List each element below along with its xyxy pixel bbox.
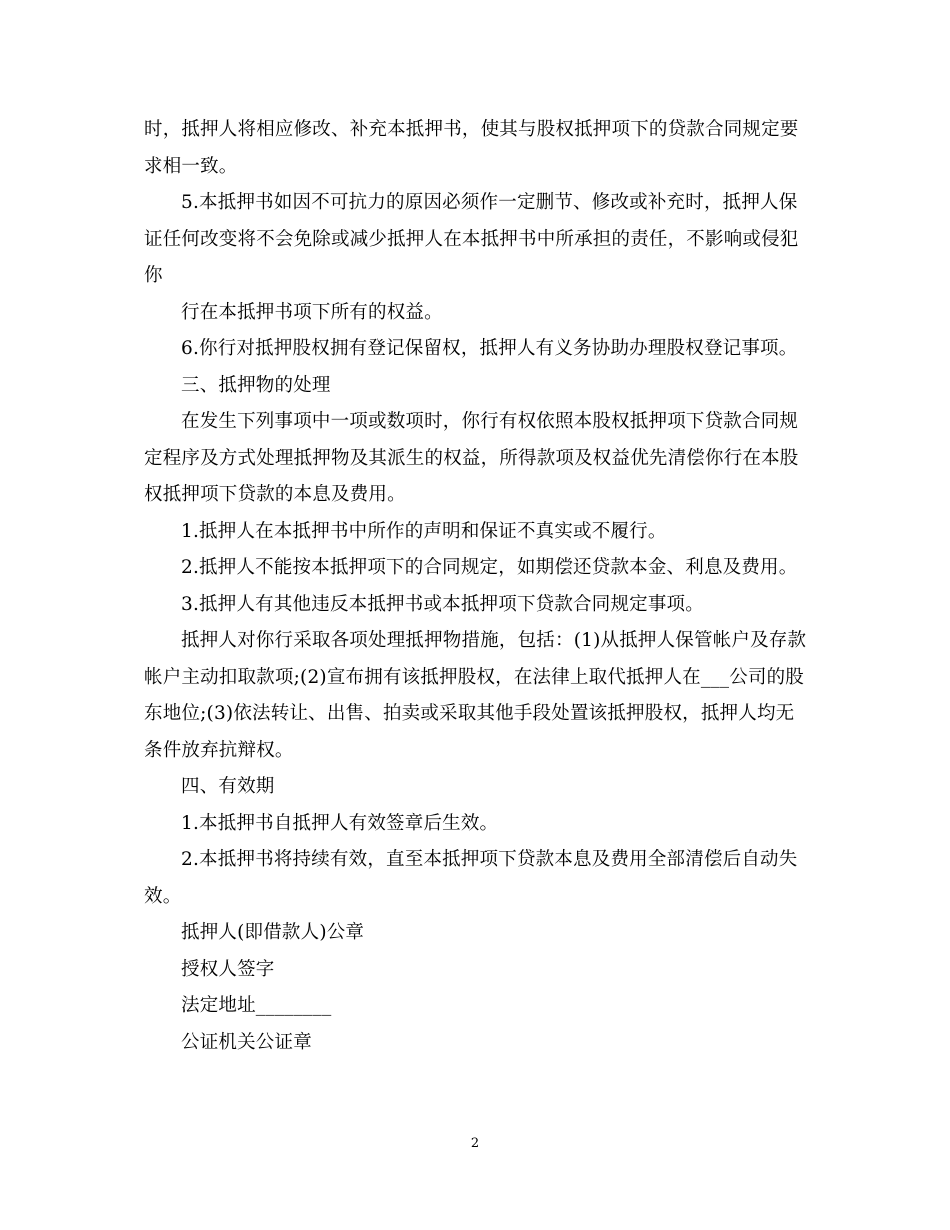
- signature-line: 授权人签字: [181, 958, 275, 980]
- text-line: 行在本抵押书项下所有的权益。: [181, 301, 443, 323]
- text-line: 1.本抵押书自抵押人有效签章后生效。: [181, 812, 499, 834]
- signature-line: 法定地址________: [181, 995, 332, 1016]
- text-line: 2.本抵押书将持续有效，直至本抵押项下贷款本息及费用全部清偿后自动失: [181, 849, 798, 870]
- text-line: 权抵押项下贷款的本息及费用。: [144, 484, 406, 505]
- text-line: 在发生下列事项中一项或数项时，你行有权依照本股权抵押项下贷款合同规: [181, 411, 799, 432]
- section-heading: 三、抵押物的处理: [181, 374, 331, 396]
- signature-line: 公证机关公证章: [181, 1031, 312, 1053]
- text-line: 东地位;(3)依法转让、出售、拍卖或采取其他手段处置该抵押股权，抵押人均无: [144, 703, 795, 724]
- page-number: 2: [470, 1136, 480, 1151]
- text-line: 条件放弃抗辩权。: [144, 739, 294, 761]
- text-line: 定程序及方式处理抵押物及其派生的权益，所得款项及权益优先清偿你行在本股: [144, 447, 799, 469]
- document-body: [144, 112, 808, 1061]
- text-line: 帐户主动扣取款项;(2)宣布拥有该抵押股权，在法律上取代抵押人在___公司的股: [144, 666, 804, 688]
- text-line: 抵押人对你行采取各项处理抵押物措施，包括：(1)从抵押人保管帐户及存款: [181, 630, 807, 651]
- text-line: 证任何改变将不会免除或减少抵押人在本抵押书中所承担的责任，不影响或侵犯: [144, 228, 799, 250]
- text-line: 1.抵押人在本抵押书中所作的声明和保证不真实或不履行。: [181, 520, 667, 542]
- text-line: 6.你行对抵押股权拥有登记保留权，抵押人有义务协助办理股权登记事项。: [181, 338, 798, 359]
- text-line: 时，抵押人将相应修改、补充本抵押书，使其与股权抵押项下的贷款合同规定要: [144, 119, 799, 140]
- text-line: 3.抵押人有其他违反本抵押书或本抵押项下贷款合同规定事项。: [181, 593, 704, 615]
- text-line: 求相一致。: [144, 155, 238, 177]
- text-line: 你: [144, 265, 163, 286]
- text-line: 5.本抵押书如因不可抗力的原因必须作一定删节、修改或补充时，抵押人保: [181, 192, 798, 213]
- text-line: 效。: [144, 885, 182, 907]
- section-heading: 四、有效期: [181, 776, 275, 797]
- text-line: 2.抵押人不能按本抵押项下的合同规定，如期偿还贷款本金、利息及费用。: [181, 557, 798, 578]
- signature-line: 抵押人(即借款人)公章: [181, 922, 365, 943]
